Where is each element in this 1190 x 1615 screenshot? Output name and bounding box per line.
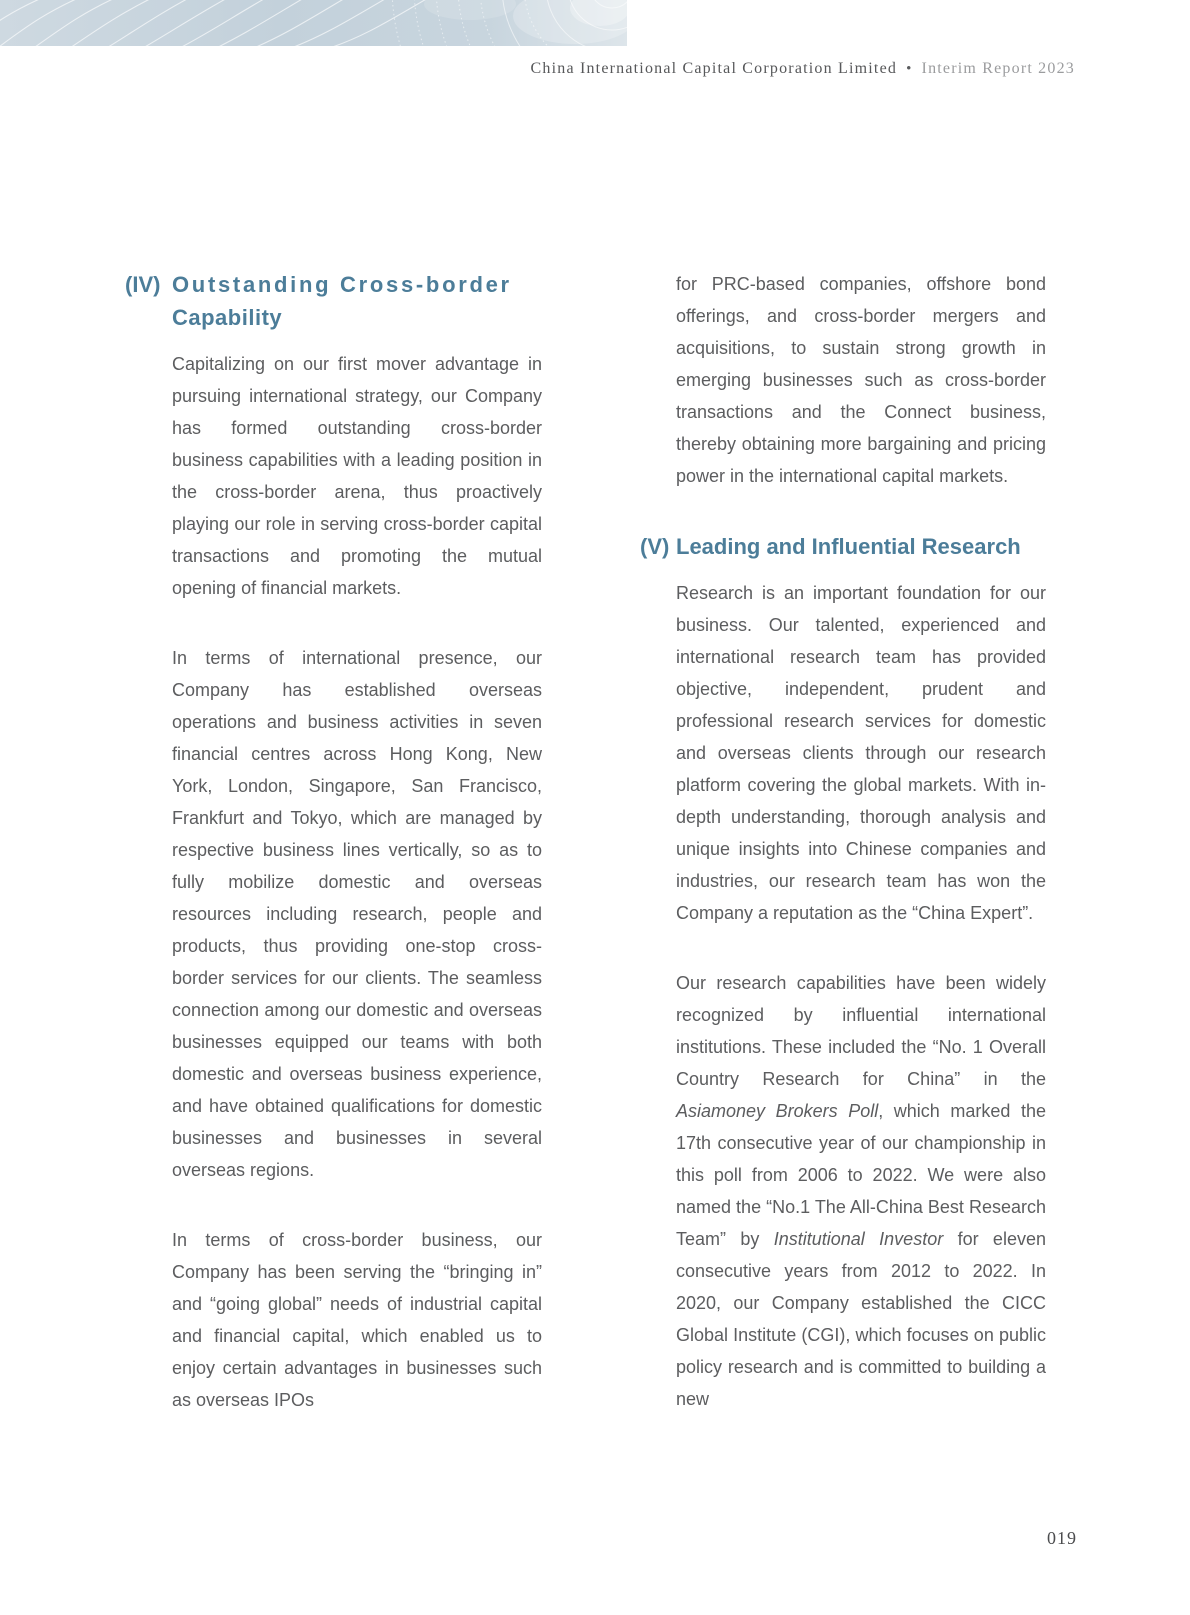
left-column — [125, 268, 541, 1416]
page-number: 019 — [1047, 1528, 1077, 1548]
section-number: (V) — [640, 534, 670, 559]
header-decoration-band — [0, 0, 627, 46]
section-title — [172, 268, 512, 334]
report-title: Interim Report 2023 — [921, 60, 1075, 77]
decoration-curves-graphic — [0, 0, 627, 46]
section-v-heading — [640, 530, 1046, 563]
section-title-line1: Outstanding Cross-border — [172, 272, 512, 297]
paragraph: In terms of international presence, our Company has established overseas operations and business activities in seven financial centres across Hong Kong, New York, London, Singapore, San Francisco, Frankfurt and Tokyo, which are managed by respective business lines vertically, so as to fully mobilize domestic and overseas resources including research, people and products, thus providing one-stop cross-border services for our clients. The seamless connection among our domestic and overseas businesses equipped our teams with both domestic and overseas business experience, and have obtained qualifications for domestic businesses and businesses in several overseas regions. — [172, 648, 542, 1180]
company-name: China International Capital Corporation Limited — [530, 60, 898, 77]
paragraph: In terms of cross-border business, our Company has been serving the “bringing in” and “going global” needs of industrial capital and financial capital, which enabled us to enjoy certain advantages in businesses such as overseas IPOs — [172, 1230, 542, 1410]
paragraph: Capitalizing on our first mover advantage in pursuing international strategy, our Company has formed outstanding cross-border business capabilities with a leading position in the cross-border arena, thus proactively playing our role in serving cross-border capital transactions and promoting the mutual opening of financial markets. — [172, 354, 542, 598]
section-number: (IV) — [125, 272, 161, 297]
paragraph-continuation: for PRC-based companies, offshore bond offerings, and cross-border mergers and acquisitions, to sustain strong growth in emerging businesses such as cross-border transactions and the Connect business, thereby obtaining more bargaining and pricing power in the international capital markets. — [676, 274, 1046, 486]
section-title-line2: Capability — [172, 305, 283, 330]
right-column — [640, 268, 1046, 1415]
paragraph: Our research capabilities have been widely recognized by influential international institutions. These included the “No. 1 Overall Country Research for China” in the Asiamoney Brokers Poll, which marked the 17th consecutive year of our championship in this poll from 2006 to 2022. We were also named the “No.1 The All-China Best Research Team” by Institutional Investor for eleven consecutive years from 2012 to 2022. In 2020, our Company established the CICC Global Institute (CGI), which focuses on public policy research and is committed to building a new — [676, 973, 1046, 1409]
section-title: Leading and Influential Research — [676, 534, 1021, 559]
running-header — [531, 60, 1075, 78]
paragraph: Research is an important foundation for our business. Our talented, experienced and international research team has provided objective, independent, prudent and professional research services for domestic and overseas clients through our research platform covering the global markets. With in-depth understanding, thorough analysis and unique insights into Chinese companies and industries, our research team has won the Company a reputation as the “China Expert”. — [676, 583, 1046, 923]
section-iv-heading — [125, 268, 541, 334]
separator-dot: • — [906, 61, 913, 77]
